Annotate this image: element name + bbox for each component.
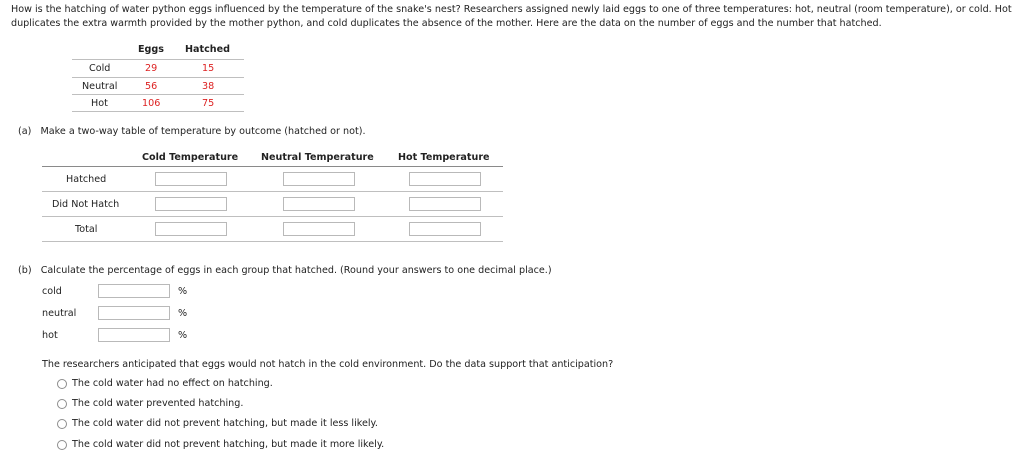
row-label-hatched: Hatched — [66, 174, 107, 185]
hatched-neutral-input[interactable] — [283, 172, 355, 186]
total-cold-input[interactable] — [155, 222, 227, 236]
data-header-hatched: Hatched — [185, 44, 230, 55]
option-radio[interactable] — [57, 419, 67, 429]
col-header-neutral: Neutral Temperature — [261, 152, 374, 163]
data-eggs-value: 56 — [145, 81, 158, 92]
divider — [72, 59, 244, 60]
col-header-cold: Cold Temperature — [142, 152, 239, 163]
percent-unit: % — [178, 330, 188, 341]
question-text: The researchers anticipated that eggs would not hatch in the cold environment. Do the data support that anticipation? — [42, 359, 614, 370]
hatched-hot-input[interactable] — [409, 172, 481, 186]
option-label[interactable]: The cold water prevented hatching. — [72, 398, 244, 409]
divider — [42, 166, 503, 167]
data-row-label: Neutral — [82, 81, 118, 92]
col-header-hot: Hot Temperature — [398, 152, 490, 163]
option-radio[interactable] — [57, 440, 67, 450]
intro-text: How is the hatching of water python eggs influenced by the temperature of the snake's nest? Researchers assigned newly laid eggs to one of three temperatures: hot, neutral (room temperature), or cold. Hot duplicates the extra warmth provided by the mother python, and cold duplicates the absence of the mother. Here are the data on the number of eggs and the number that hatched. — [11, 4, 1012, 29]
row-label-total: Total — [75, 224, 98, 235]
divider — [72, 94, 244, 95]
divider — [42, 191, 503, 192]
data-eggs-value: 106 — [142, 98, 161, 109]
total-neutral-input[interactable] — [283, 222, 355, 236]
hatched-cold-input[interactable] — [155, 172, 227, 186]
data-row-label: Hot — [91, 98, 108, 109]
data-header-eggs: Eggs — [138, 44, 164, 55]
part-b-prompt: (b) Calculate the percentage of eggs in each group that hatched. (Round your answers to one decimal place.) — [18, 265, 552, 276]
percent-unit: % — [178, 286, 188, 297]
option-label[interactable]: The cold water did not prevent hatching, but made it less likely. — [72, 418, 378, 429]
percent-label-neutral: neutral — [42, 308, 77, 319]
option-label[interactable]: The cold water had no effect on hatching. — [72, 378, 273, 389]
data-eggs-value: 29 — [145, 63, 158, 74]
total-hot-input[interactable] — [409, 222, 481, 236]
cold-percent-input[interactable] — [98, 284, 170, 298]
part-a-prompt: (a) Make a two-way table of temperature by outcome (hatched or not). — [18, 126, 366, 137]
not-hatched-cold-input[interactable] — [155, 197, 227, 211]
data-hatched-value: 15 — [202, 63, 215, 74]
not-hatched-neutral-input[interactable] — [283, 197, 355, 211]
percent-label-cold: cold — [42, 286, 62, 297]
data-hatched-value: 38 — [202, 81, 215, 92]
option-radio[interactable] — [57, 379, 67, 389]
data-hatched-value: 75 — [202, 98, 215, 109]
not-hatched-hot-input[interactable] — [409, 197, 481, 211]
option-radio[interactable] — [57, 399, 67, 409]
option-label[interactable]: The cold water did not prevent hatching, but made it more likely. — [72, 439, 385, 450]
data-row-label: Cold — [89, 63, 111, 74]
divider — [42, 241, 503, 242]
hot-percent-input[interactable] — [98, 328, 170, 342]
row-label-did-not-hatch: Did Not Hatch — [52, 199, 120, 210]
divider — [72, 111, 244, 112]
percent-unit: % — [178, 308, 188, 319]
divider — [72, 77, 244, 78]
neutral-percent-input[interactable] — [98, 306, 170, 320]
percent-label-hot: hot — [42, 330, 58, 341]
divider — [42, 216, 503, 217]
